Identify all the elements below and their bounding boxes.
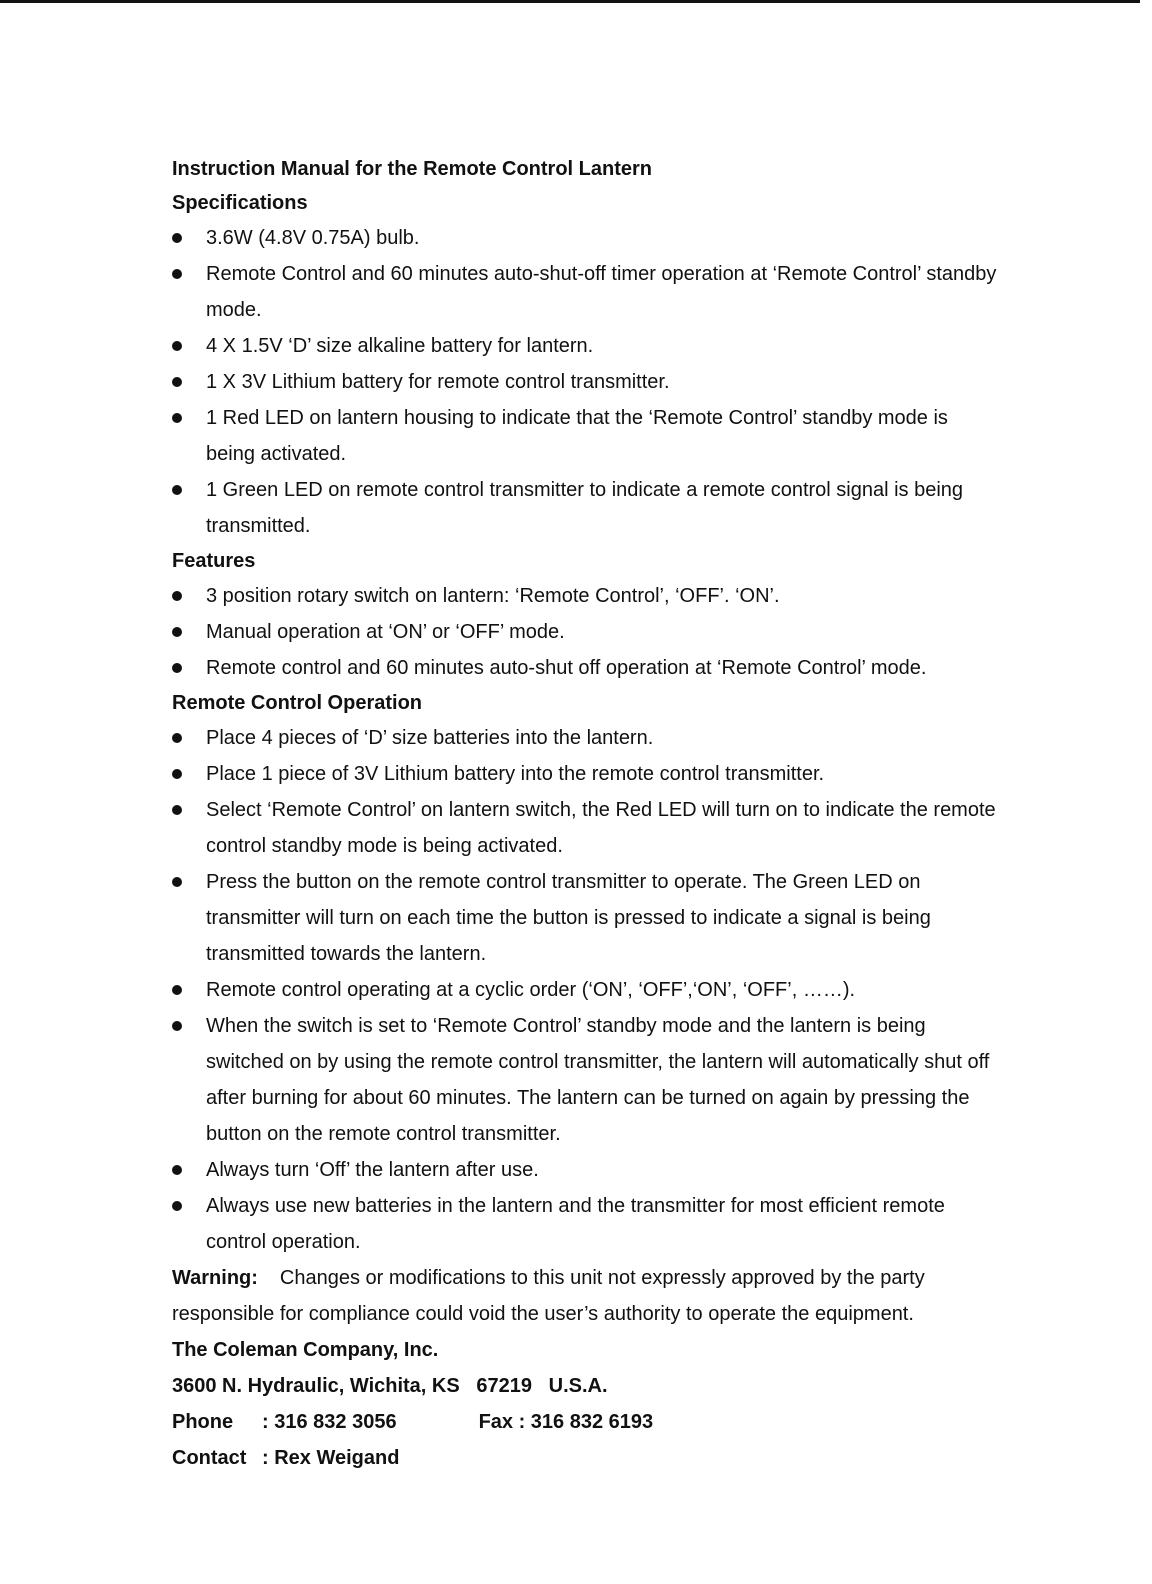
bullet-icon xyxy=(172,413,182,423)
list-item: Manual operation at ‘ON’ or ‘OFF’ mode. xyxy=(172,614,1002,650)
warning-paragraph xyxy=(172,1260,1002,1332)
bullet-icon xyxy=(172,485,182,495)
company-name: The Coleman Company, Inc. xyxy=(172,1339,439,1361)
list-item: When the switch is set to ‘Remote Control’ standby mode and the lantern is being switched on by using the remote control transmitter, the lantern will automatically shut off after burning for about 60 minutes. The lantern can be turned on again by pressing the button on the remote control transmitter. xyxy=(172,1008,1002,1152)
features-list xyxy=(172,578,1002,686)
top-rule xyxy=(0,0,1140,3)
fax-value: Fax : 316 832 6193 xyxy=(478,1411,654,1433)
list-item: 1 Red LED on lantern housing to indicate that the ‘Remote Control’ standby mode is being activated. xyxy=(172,400,1002,472)
phone-label: Phone xyxy=(172,1411,234,1433)
list-item: Place 1 piece of 3V Lithium battery into the remote control transmitter. xyxy=(172,756,1002,792)
bullet-icon xyxy=(172,627,182,637)
phone-fax-line xyxy=(172,1404,1002,1440)
phone-value: : 316 832 3056 xyxy=(262,1411,397,1433)
contact-label: Contact xyxy=(172,1447,247,1469)
list-item: 4 X 1.5V ‘D’ size alkaline battery for lantern. xyxy=(172,328,1002,364)
list-item: 3.6W (4.8V 0.75A) bulb. xyxy=(172,220,1002,256)
bullet-icon xyxy=(172,377,182,387)
company-address: 3600 N. Hydraulic, Wichita, KS 67219 U.S.A. xyxy=(172,1375,608,1397)
bullet-icon xyxy=(172,1021,182,1031)
contact-line xyxy=(172,1440,1002,1476)
bullet-icon xyxy=(172,1201,182,1211)
list-item: 1 X 3V Lithium battery for remote control transmitter. xyxy=(172,364,1002,400)
list-item: Select ‘Remote Control’ on lantern switch, the Red LED will turn on to indicate the remote control standby mode is being activated. xyxy=(172,792,1002,864)
list-item: Always use new batteries in the lantern and the transmitter for most efficient remote control operation. xyxy=(172,1188,1002,1260)
bullet-icon xyxy=(172,805,182,815)
list-item: Remote Control and 60 minutes auto-shut-off timer operation at ‘Remote Control’ standby mode. xyxy=(172,256,1002,328)
list-item: 3 position rotary switch on lantern: ‘Remote Control’, ‘OFF’. ‘ON’. xyxy=(172,578,1002,614)
features-heading: Features xyxy=(172,550,256,572)
contact-value: : Rex Weigand xyxy=(262,1447,400,1469)
bullet-icon xyxy=(172,877,182,887)
bullet-icon xyxy=(172,733,182,743)
warning-label: Warning: xyxy=(172,1267,258,1289)
list-item: Always turn ‘Off’ the lantern after use. xyxy=(172,1152,1002,1188)
document-body xyxy=(172,152,1002,1476)
bullet-icon xyxy=(172,663,182,673)
bullet-icon xyxy=(172,269,182,279)
specifications-heading: Specifications xyxy=(172,192,308,214)
bullet-icon xyxy=(172,769,182,779)
list-item: Remote control operating at a cyclic order (‘ON’, ‘OFF’,‘ON’, ‘OFF’, ……). xyxy=(172,972,1002,1008)
specifications-list xyxy=(172,220,1002,544)
list-item: Press the button on the remote control transmitter to operate. The Green LED on transmitter will turn on each time the button is pressed to indicate a signal is being transmitted towards the lantern. xyxy=(172,864,1002,972)
remote-operation-heading: Remote Control Operation xyxy=(172,692,423,714)
bullet-icon xyxy=(172,233,182,243)
list-item: Place 4 pieces of ‘D’ size batteries into the lantern. xyxy=(172,720,1002,756)
document-title: Instruction Manual for the Remote Control Lantern xyxy=(172,158,653,180)
bullet-icon xyxy=(172,591,182,601)
list-item: 1 Green LED on remote control transmitter to indicate a remote control signal is being transmitted. xyxy=(172,472,1002,544)
bullet-icon xyxy=(172,341,182,351)
warning-text: Changes or modifications to this unit not expressly approved by the party responsible for compliance could void the user’s authority to operate the equipment. xyxy=(172,1267,925,1325)
bullet-icon xyxy=(172,1165,182,1175)
remote-operation-list xyxy=(172,720,1002,1260)
list-item: Remote control and 60 minutes auto-shut off operation at ‘Remote Control’ mode. xyxy=(172,650,1002,686)
bullet-icon xyxy=(172,985,182,995)
